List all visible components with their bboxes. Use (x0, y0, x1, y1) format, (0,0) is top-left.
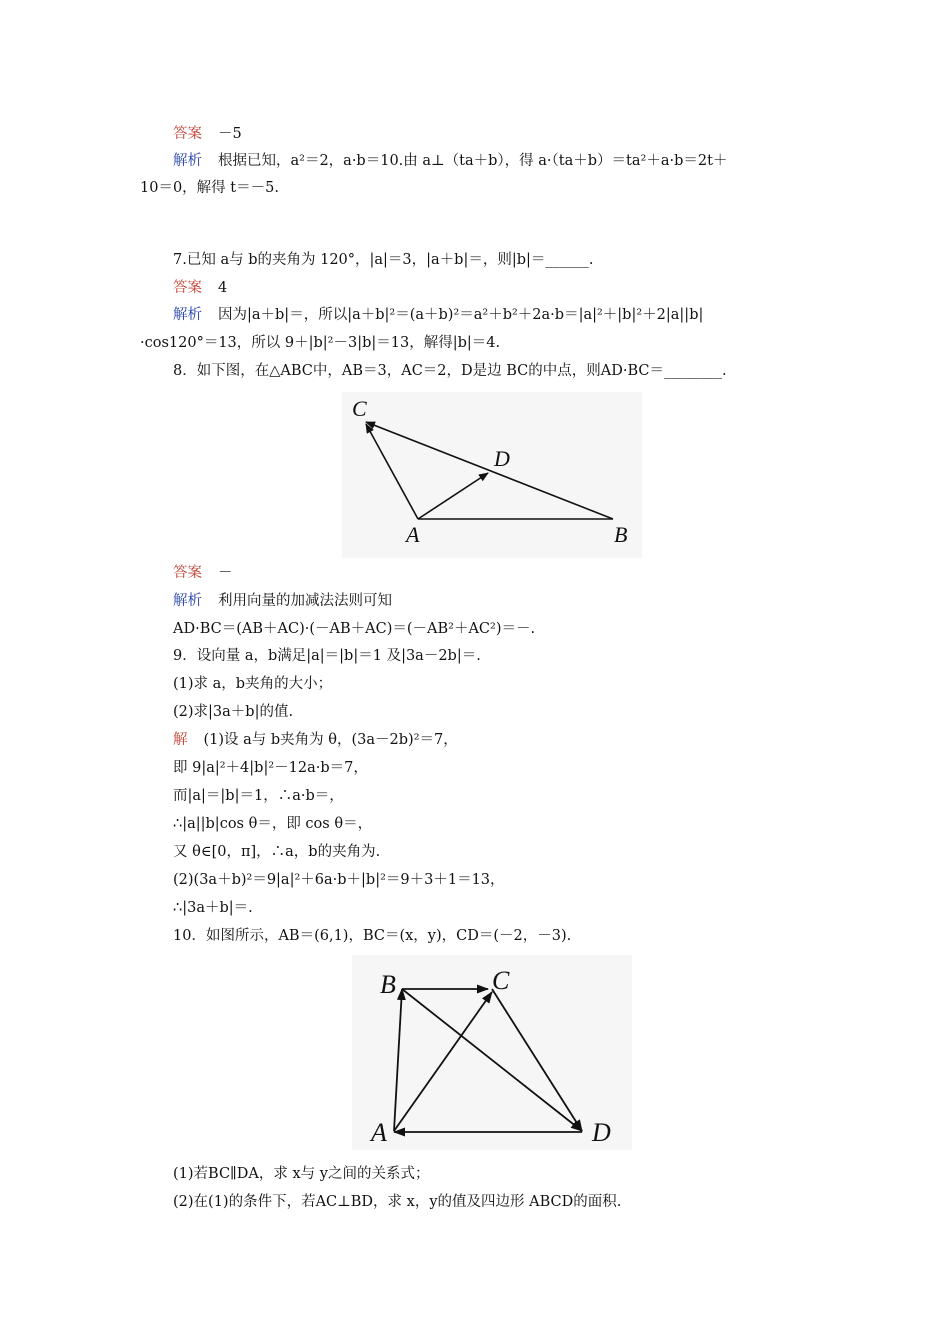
line-solution-9 (173, 730, 458, 750)
vector-BD (402, 989, 582, 1131)
analysis-text: 利用向量的加减法法则可知 (218, 593, 392, 609)
analysis-text: 根据已知，a²＝2，a·b＝10.由 a⊥（ta＋b），得 a·（ta＋b）＝ta²＋a·b＝2t＋ (218, 153, 728, 169)
line-question-8 (173, 361, 727, 381)
vector-AB (394, 989, 402, 1131)
answer-label: 答案 (173, 565, 202, 581)
label-B: B (380, 970, 396, 999)
analysis-label: 解析 (173, 153, 202, 169)
line-answer-6 (173, 124, 242, 144)
label-A: A (371, 1118, 387, 1147)
analysis-text-cont: 10＝0，解得 t＝－5. (140, 180, 279, 196)
line-question-10-part1 (173, 1164, 429, 1184)
line-question-9-part2 (173, 702, 293, 722)
question-9-text: 9．设向量 a，b满足|a|＝|b|＝1 及|3a－2b|＝. (173, 648, 481, 664)
answer-text: 4 (218, 280, 228, 296)
analysis-formula: AD·BC＝(AB＋AC)·(－AB＋AC)＝(－AB²＋AC²)＝－. (173, 621, 536, 637)
vector-AC (394, 992, 492, 1131)
solution-text: (1)设 a与 b夹角为 θ，(3a－2b)²＝7， (203, 732, 458, 748)
label-C: C (492, 966, 510, 995)
answer-text: － (218, 565, 233, 581)
question-10-part1: (1)若BC∥DA，求 x与 y之间的关系式； (173, 1166, 430, 1182)
triangle-figure (342, 392, 642, 558)
label-A: A (406, 522, 420, 547)
question-10-text: 10．如图所示，AB＝(6,1)，BC＝(x，y)，CD＝(－2，－3). (173, 928, 572, 944)
line-question-10-part2 (173, 1192, 621, 1212)
question-8-text: 8．如下图，在△ABC中，AB＝3，AC＝2，D是边 BC的中点，则AD·BC＝________. (173, 363, 727, 379)
label-D: D (592, 1118, 611, 1147)
question-9-part1: (1)求 a，b夹角的大小； (173, 676, 333, 692)
answer-label: 答案 (173, 280, 202, 296)
answer-text: －5 (218, 126, 242, 142)
line-solution-9-step4 (173, 814, 372, 834)
solution-label: 解 (173, 732, 188, 748)
analysis-label: 解析 (173, 307, 202, 323)
solution-step: ∴|3a＋b|＝. (173, 900, 253, 916)
vector-CD (492, 989, 582, 1131)
line-analysis-8-formula (173, 619, 535, 639)
quadrilateral-figure (352, 955, 632, 1150)
analysis-label: 解析 (173, 593, 202, 609)
question-9-part2: (2)求|3a＋b|的值. (173, 704, 294, 720)
segment-AC (366, 424, 418, 519)
line-solution-9-step6 (173, 870, 505, 890)
line-analysis-8 (173, 591, 392, 611)
line-question-10 (173, 926, 571, 946)
label-D: D (494, 446, 510, 471)
solution-step: (2)(3a＋b)²＝9|a|²＋6a·b＋|b|²＝9＋3＋1＝13， (173, 872, 505, 888)
line-solution-9-step2 (173, 758, 368, 778)
line-analysis-7 (173, 305, 703, 325)
line-solution-9-step5 (173, 842, 380, 862)
line-solution-9-step3 (173, 786, 344, 806)
solution-step: ∴|a||b|cos θ＝，即 cos θ＝， (173, 816, 373, 832)
line-question-9 (173, 646, 481, 666)
question-7-text: 7.已知 a与 b的夹角为 120°，|a|＝3，|a＋b|＝，则|b|＝______. (173, 252, 594, 268)
label-C: C (352, 396, 367, 421)
solution-step: 即 9|a|²＋4|b|²－12a·b＝7， (173, 760, 368, 776)
line-analysis-7-cont (140, 333, 500, 353)
solution-step: 而|a|＝|b|＝1，∴a·b＝， (173, 788, 344, 804)
analysis-text: 因为|a＋b|＝，所以|a＋b|²＝(a＋b)²＝a²＋b²＋2a·b＝|a|²＋|b|²＋2|a||b| (218, 307, 704, 323)
line-question-9-part1 (173, 674, 332, 694)
line-solution-9-step7 (173, 898, 253, 918)
line-answer-7 (173, 278, 227, 298)
segment-BC (366, 422, 613, 519)
line-analysis-6-cont (140, 178, 279, 198)
line-question-7 (173, 250, 594, 270)
line-answer-8 (173, 563, 233, 583)
label-B: B (614, 522, 628, 547)
segment-AD (418, 473, 488, 519)
solution-step: 又 θ∈[0，π]，∴a，b的夹角为. (173, 844, 381, 860)
line-analysis-6 (173, 151, 727, 171)
analysis-text-cont: ·cos120°＝13，所以 9＋|b|²－3|b|＝13，解得|b|＝4. (140, 335, 501, 351)
question-10-part2: (2)在(1)的条件下，若AC⊥BD，求 x，y的值及四边形 ABCD的面积. (173, 1194, 622, 1210)
answer-label: 答案 (173, 126, 202, 142)
